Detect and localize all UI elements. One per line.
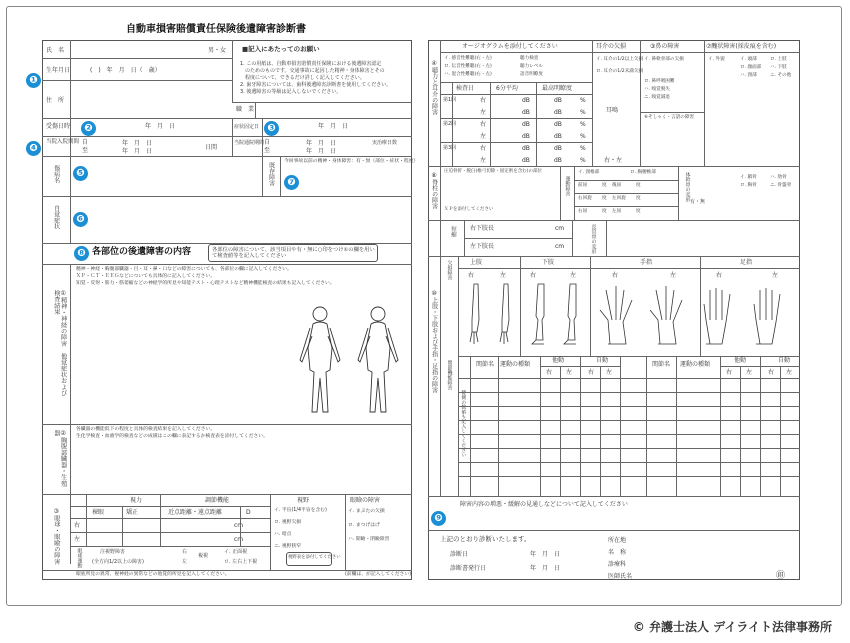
- spine-title: ⑧脊柱の障害: [430, 172, 438, 209]
- audio-side-label: ④聴力と耳介の障害: [430, 60, 438, 115]
- badge-7: ❼: [284, 175, 299, 190]
- subj-label: 自覚症状: [52, 205, 60, 229]
- prev-hint: 今回事故以前の精神・身体障害：有・無（部位・症状・程度）: [284, 159, 419, 164]
- name-label: 氏 名: [46, 47, 65, 54]
- doc-title: 自動車損害賠償責任保険後遺障害診断書: [126, 24, 306, 35]
- job-label: 職 業: [236, 106, 255, 113]
- section8-title: 各部位の後遺障害の内容: [92, 247, 192, 257]
- eye-h-field: 視野: [297, 497, 310, 504]
- outpt-label: 当院通院期間: [234, 140, 265, 146]
- badge-8: ❽: [74, 246, 89, 261]
- mouth-title: ⑦醜状障害(採皮痕を含む): [706, 43, 777, 50]
- prev-label: 既存障害: [267, 162, 275, 186]
- s1-label: ①精神・神経の障害 他覚症状および検査結果: [52, 290, 67, 397]
- limb-diagrams: [460, 280, 800, 350]
- outer-ear-title: 耳介の欠損: [596, 43, 627, 50]
- limbs-side-label: ⑩上肢・下肢および手指・足指の障害: [430, 290, 438, 393]
- dob-value: ( ) 年 月 日（ 歳）: [90, 67, 161, 74]
- s2-label: ②胸腹部臓器・生殖器: [52, 430, 67, 487]
- certify-text: 上記のとおり診断いたします。: [440, 535, 531, 543]
- s3-label: ③眼球・眼瞼の障害: [52, 508, 60, 565]
- eye-h-accom: 調節機能: [205, 497, 230, 504]
- badge-3: ❸: [264, 121, 279, 136]
- badge-2: ❷: [81, 121, 96, 136]
- dob-label: 生年月日: [46, 67, 71, 74]
- badge-4: ❹: [26, 141, 41, 156]
- fixed-date-label: 症状固定日: [234, 124, 260, 130]
- gender-field: 男・女: [208, 47, 227, 54]
- eye-h-lid: 眼瞼の障害: [350, 497, 381, 504]
- notice-title: ■記入にあたってのお願い: [242, 45, 320, 53]
- diag-label: 傷病名: [52, 165, 60, 183]
- injury-date-label: 受傷日時: [46, 123, 71, 130]
- badge-1: ❶: [26, 73, 41, 88]
- audio-title: オージオグラムを添付してください: [462, 43, 558, 50]
- badge-6: ❻: [73, 212, 88, 227]
- eye-footer: 眼底所見の異常、視神経の異常などの他覚的所見を記入してください。: [76, 572, 230, 577]
- copyright: © 弁護士法人 デイライト法律事務所: [632, 620, 832, 634]
- section8-note: 各部位の障害について、該当項目や有・無に○印をつけ①の欄を用いて検査値等を記入してください: [212, 247, 375, 260]
- eye-h-acuity: 視力: [130, 497, 143, 504]
- section9-note: 障害内容の増悪・緩解の見通しなどについて記入してください: [460, 501, 628, 508]
- badge-9: ❾: [431, 511, 446, 526]
- nose-title: ③鼻の障害: [650, 43, 680, 50]
- address-label: 住 所: [46, 97, 65, 104]
- hosp-label: 当院入院期間: [46, 139, 80, 145]
- seal-mark: ㊞: [776, 571, 786, 581]
- body-diagram: [290, 300, 410, 420]
- badge-5: ❺: [73, 166, 88, 181]
